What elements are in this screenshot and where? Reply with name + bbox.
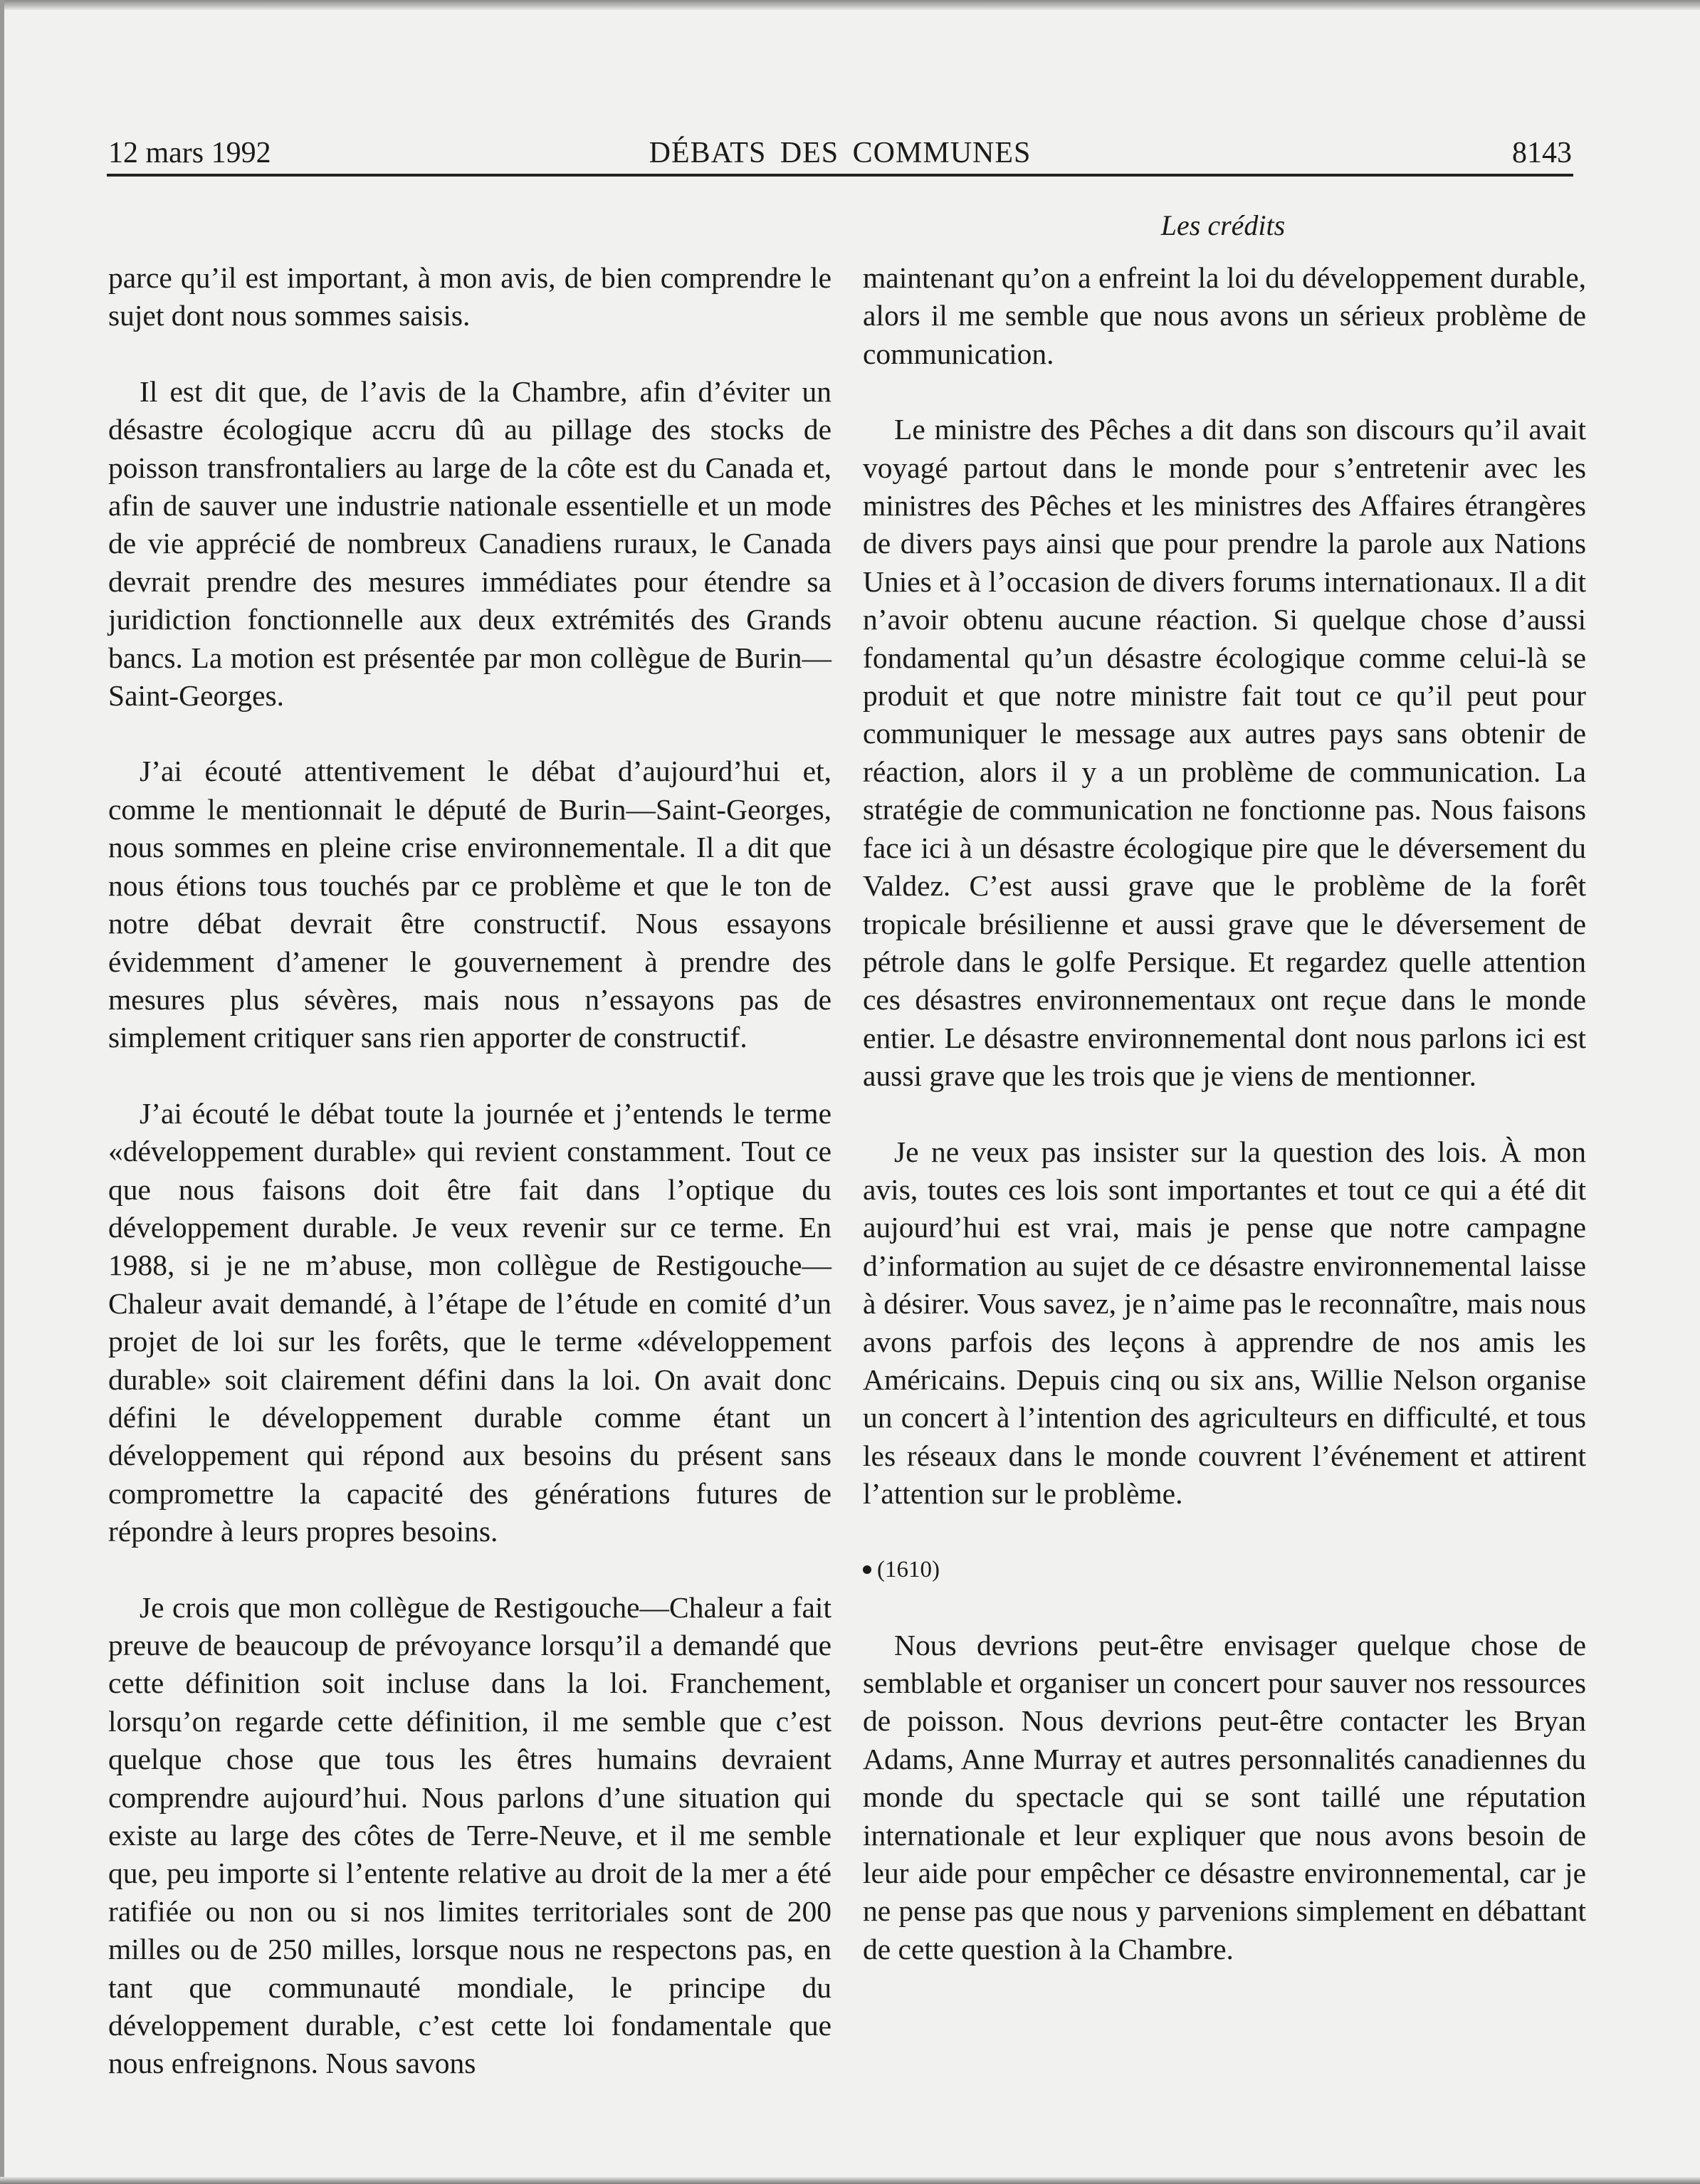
left-column [108, 259, 831, 2121]
header-rule [107, 174, 1573, 177]
paragraph: Il est dit que, de l’avis de la Chambre, afin d’éviter un désastre écologique accru dû au pillage des stocks de poisson transfrontaliers au large de la côte est du Canada et, afin de sauver une industrie nationale essentielle et un mode de vie apprécié de nombreux Canadiens ruraux, le Canada devrait prendre des mesures immédiates pour étendre sa juridiction fonctionnelle aux deux extrémités des Grands bancs. La motion est présentée par mon collègue de Burin—Saint-Georges. [108, 374, 831, 713]
header-date: 12 mars 1992 [108, 137, 271, 169]
paragraph: Nous devrions peut-être envisager quelque chose de semblable et organiser un concert pour sauver nos ressources de poisson. Nous devrions peut-être contacter les Bryan Adams, Anne Murray et autres personnalités canadiennes du monde du spectacle qui se sont taillé une réputation internationale et leur expliquer que nous avons besoin de leur aide pour empêcher ce désastre environnemental, car je ne pense pas que nous y parvenions simplement en débattant de cette question à la Chambre. [863, 1628, 1586, 1965]
header-page-number: 8143 [1512, 137, 1572, 169]
paragraph: parce qu’il est important, à mon avis, de bien comprendre le sujet dont nous sommes saisis. [108, 261, 831, 332]
scan-edge-left [0, 0, 4, 2184]
scan-edge-top [0, 0, 1700, 10]
bullet-icon [863, 1565, 871, 1574]
section-label: Les crédits [1160, 209, 1286, 241]
page-header [108, 132, 1572, 174]
header-title: DÉBATS DES COMMUNES [649, 137, 1032, 169]
time-marker [863, 1551, 1586, 1589]
paragraph: Je crois que mon collègue de Restigouche—Chaleur a fait preuve de beaucoup de prévoyance lorsqu’il a demandé que cette définition soit incluse dans la loi. Franchement, lorsqu’on regarde cette définition, il me semble que c’est quelque chose que tous les êtres humains devraient comprendre aujourd’hui. Nous parlons d’une situation qui existe au large des côtes de Terre-Neuve, et il me semble que, peu importe si l’entente relative au droit de la mer a été ratifiée ou non ou si nos limites territoriales sont de 200 milles ou de 250 milles, lorsque nous ne respectons pas, en tant que communauté mondiale, le principe du développement durable, c’est cette loi fondamentale que nous enfreignons. Nous savons [108, 1590, 831, 2080]
paragraph: J’ai écouté attentivement le débat d’aujourd’hui et, comme le mentionnait le député de Burin—Saint-Georges, nous sommes en pleine crise environnementale. Il a dit que nous étions tous touchés par ce problème et que le ton de notre débat devrait être constructif. Nous essayons évidemment d’amener le gouvernement à prendre des mesures plus sévères, mais nous n’essayons pas de simplement critiquer sans rien apporter de constructif. [108, 755, 831, 1054]
paragraph: Le ministre des Pêches a dit dans son discours qu’il avait voyagé partout dans le monde pour s’entretenir avec les ministres des Pêches et les ministres des Affaires étrangères de divers pays ainsi que pour prendre la parole aux Nations Unies et à l’occasion de divers forums internationaux. Il a dit n’avoir obtenu aucune réaction. Si quelque chose d’aussi fondamental qu’un désastre écologique comme celui-là se produit et que notre ministre fait tout ce qu’il peut pour communiquer le message aux autres pays sans obtenir de réaction, alors il y a un problème de communication. La stratégie de communication ne fonctionne pas. Nous faisons face ici à un désastre écologique pire que le déversement du Valdez. C’est aussi grave que le problème de la forêt tropicale brésilienne et aussi grave que le déversement de pétrole dans le golfe Persique. Et regardez quelle attention ces désastres environnementaux ont reçue dans le monde entier. Le désastre environnemental dont nous parlons ici est aussi grave que les trois que je viens de mentionner. [863, 413, 1586, 1093]
paragraph: J’ai écouté le débat toute la journée et j’entends le terme «développement durable» qui revient constamment. Tout ce que nous faisons doit être fait dans l’optique du développement durable. Je veux revenir sur ce terme. En 1988, si je ne m’abuse, mon collègue de Restigouche—Chaleur avait demandé, à l’étape de l’étude en comité d’un projet de loi sur les forêts, que le terme «développement durable» soit clairement défini dans la loi. On avait donc défini le développement durable comme étant un développement qui répond aux besoins du présent sans compromettre la capacité des générations futures de répondre à leurs propres besoins. [108, 1096, 831, 1548]
paragraph: Je ne veux pas insister sur la question des lois. À mon avis, toutes ces lois sont importantes et tout ce qui a été dit aujourd’hui est vrai, mais je pense que notre campagne d’information au sujet de ce désastre environnemental laisse à désirer. Vous savez, je n’aime pas le reconnaître, mais nous avons parfois des leçons à apprendre de nos amis les Américains. Depuis cinq ou six ans, Willie Nelson organise un concert à l’intention des agriculteurs en difficulté, et tous les réseaux dans le monde couvrent l’événement et attirent l’attention sur le problème. [863, 1135, 1586, 1511]
scan-edge-bottom [0, 2177, 1700, 2184]
time-marker-label: (1610) [877, 1556, 940, 1582]
paragraph: maintenant qu’on a enfreint la loi du développement durable, alors il me semble que nous avons un sérieux problème de communication. [863, 261, 1586, 370]
right-column [863, 259, 1586, 2006]
